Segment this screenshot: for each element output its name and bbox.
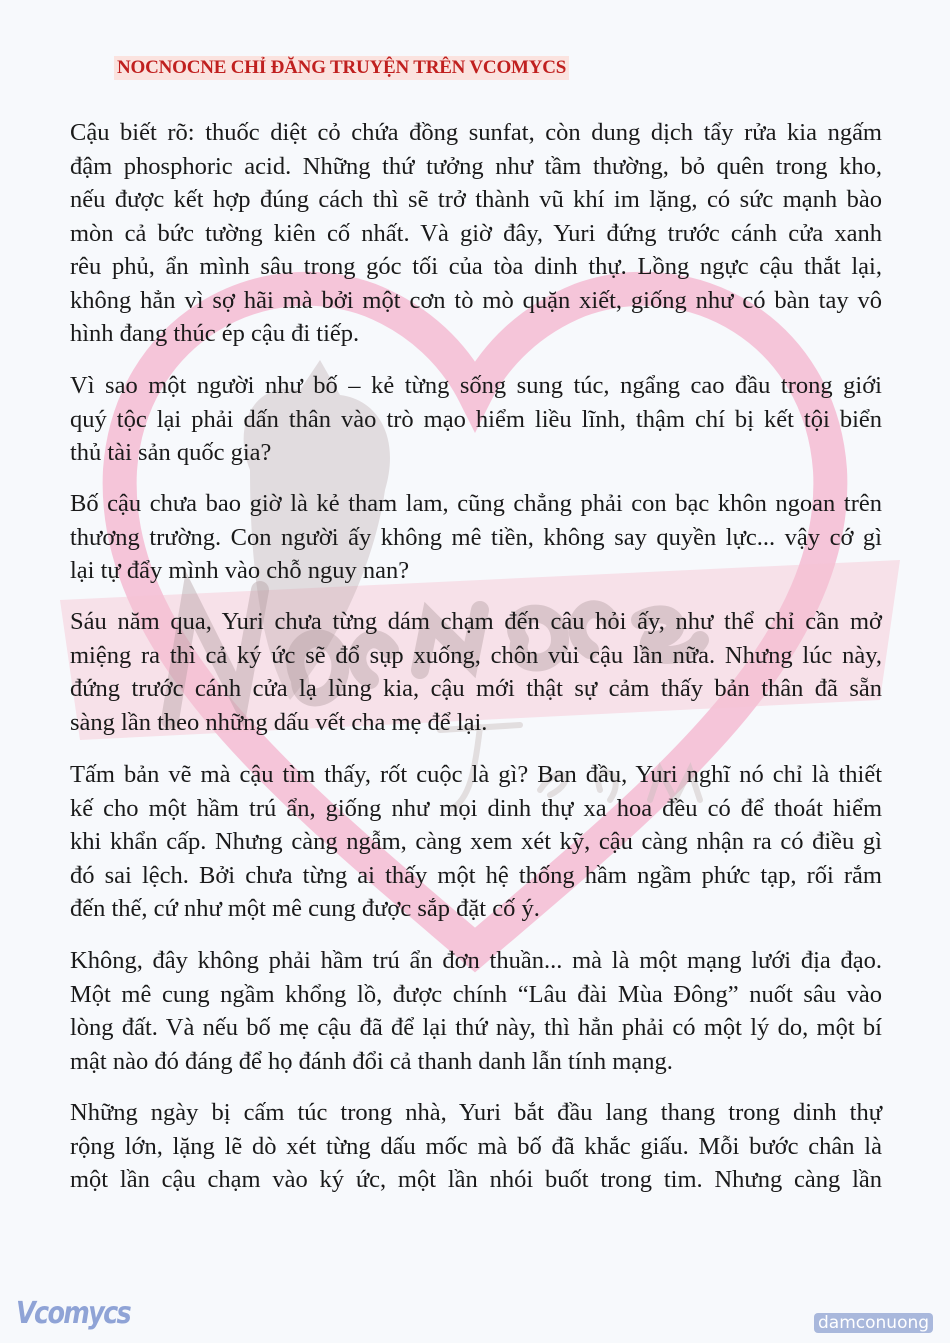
- text-line: đậm phosphoric acid. Những thứ tưởng như tầm thường, bỏ quên trong kho,: [70, 152, 882, 180]
- paragraph: [70, 605, 882, 739]
- text-line: quý tộc lại phải dấn thân vào trò mạo hiểm liều lĩnh, thậm chí bị kết tội biển: [70, 405, 882, 433]
- paragraph: [70, 116, 882, 351]
- publisher-notice: NOCNOCNE CHỈ ĐĂNG TRUYỆN TRÊN VCOMYCS: [114, 56, 569, 80]
- text-line: mòn cả bức tường kiên cố nhất. Và giờ đây, Yuri đứng trước cánh cửa xanh: [70, 219, 882, 247]
- text-line: Vì sao một người như bố – kẻ từng sống sung túc, ngẩng cao đầu trong giới: [70, 372, 882, 399]
- text-line: thủ tài sản quốc gia?: [70, 439, 272, 466]
- text-line: sàng lần theo những dấu vết cha mẹ để lại.: [70, 708, 488, 736]
- text-line: không hẳn vì sợ hãi mà bởi một cơn tò mò quặn xiết, giống như có bàn tay vô: [70, 286, 882, 314]
- text-line: kế cho một hầm trú ẩn, giống như mọi dinh thự xa hoa đều có để thoát hiểm: [70, 794, 882, 822]
- text-line: Bố cậu chưa bao giờ là kẻ tham lam, cũng chẳng phải con bạc khôn ngoan trên: [70, 490, 882, 517]
- text-line: rêu phủ, ẩn mình sâu trong góc tối của tòa dinh thự. Lồng ngực cậu thắt lại,: [70, 253, 882, 280]
- paragraph: [70, 944, 882, 1078]
- text-line: đó sai lệch. Bởi chưa từng ai thấy một hệ thống hầm ngầm phức tạp, rối rắm: [70, 861, 882, 889]
- text-line: Cậu biết rõ: thuốc diệt cỏ chứa đồng sunfat, còn dung dịch tẩy rửa kia ngấm: [70, 119, 882, 146]
- text-line: lại tự đẩy mình vào chỗ nguy nan?: [70, 557, 410, 584]
- text-line: đến thế, cứ như một mê cung được sắp đặt cố ý.: [70, 895, 540, 922]
- paragraph: [70, 1096, 882, 1197]
- text-line: hình đang thúc ép cậu đi tiếp.: [70, 320, 360, 347]
- text-line: rộng lớn, lặng lẽ dò xét từng dấu mốc mà bố đã khắc giấu. Mỗi bước chân là: [70, 1132, 882, 1160]
- text-line: Không, đây không phải hầm trú ẩn đơn thuần... mà là một mạng lưới địa đạo.: [70, 947, 882, 974]
- text-line: khi khẩn cấp. Nhưng càng ngẫm, càng xem xét kỹ, cậu càng nhận ra có điều gì: [70, 828, 882, 855]
- paragraph: [70, 487, 882, 588]
- text-line: nếu được kết hợp đúng cách thì sẽ trở thành vũ khí im lặng, có sức mạnh bào: [70, 186, 882, 213]
- text-line: đứng trước cánh cửa lạ lùng kia, cậu mới thật sự cảm thấy bản thân đã sẵn: [70, 675, 882, 702]
- text-line: một lần cậu chạm vào ký ức, một lần nhói buốt trong tim. Nhưng càng lần: [70, 1166, 882, 1193]
- text-line: lòng đất. Và nếu bố mẹ cậu đã để lại thứ này, thì hẳn phải có một lý do, một bí: [70, 1014, 882, 1041]
- text-line: Một mê cung ngầm khổng lồ, được chính “Lâu đài Mùa Đông” nuốt sâu vào: [70, 980, 882, 1008]
- text-line: Tấm bản vẽ mà cậu tìm thấy, rốt cuộc là gì? Ban đầu, Yuri nghĩ nó chỉ là thiết: [70, 761, 882, 788]
- paragraph: [70, 369, 882, 470]
- uploader-tag: damconuong: [814, 1313, 933, 1333]
- text-line: thương trường. Con người ấy không mê tiền, không say quyền lực... vậy cớ gì: [70, 523, 882, 551]
- text-line: Những ngày bị cấm túc trong nhà, Yuri bắt đầu lang thang trong dinh thự: [70, 1099, 882, 1126]
- vcomycs-logo: Vcomycs: [16, 1296, 130, 1331]
- text-line: Sáu năm qua, Yuri chưa từng dám chạm đến câu hỏi ấy, như thể chỉ cần mở: [70, 608, 882, 635]
- paragraph: [70, 758, 882, 926]
- text-line: miệng ra thì cả ký ức sẽ đổ sụp xuống, chôn vùi cậu lần nữa. Nhưng lúc này,: [70, 641, 882, 669]
- text-line: mật nào đó đáng để họ đánh đổi cả thanh danh lẫn tính mạng.: [70, 1047, 673, 1075]
